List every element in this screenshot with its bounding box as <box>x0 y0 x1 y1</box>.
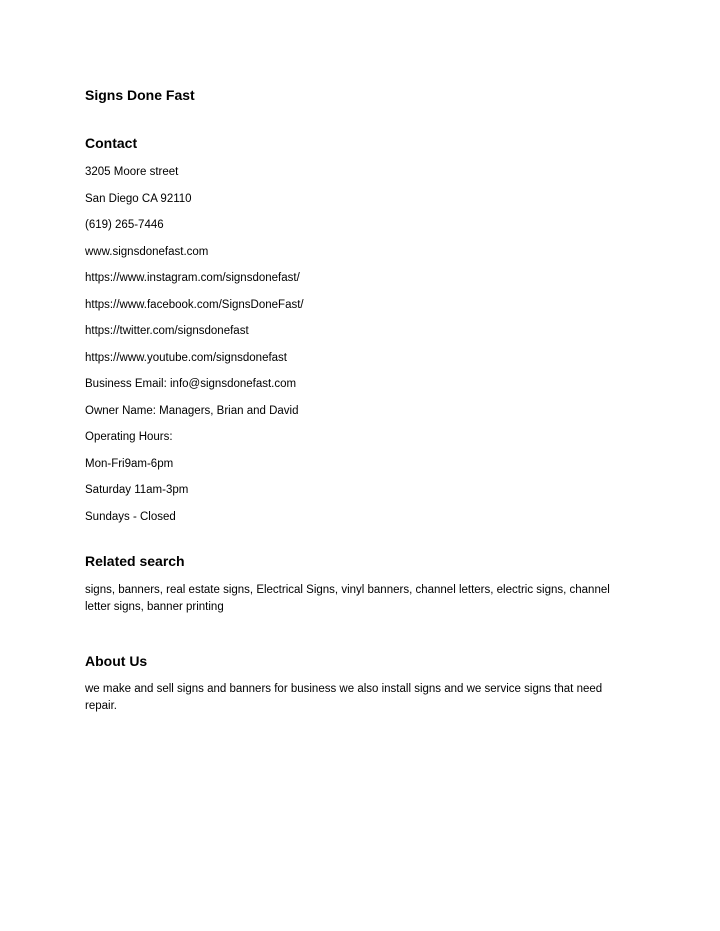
contact-hours-weekdays: Mon-Fri9am-6pm <box>85 457 174 470</box>
related-search-text: signs, banners, real estate signs, Electrical Signs, vinyl banners, channel letters, electric signs, channel letter signs, banner printing <box>85 584 610 613</box>
contact-operating-hours-label: Operating Hours: <box>85 431 173 443</box>
contact-facebook: https://www.facebook.com/SignsDoneFast/ <box>85 298 304 311</box>
contact-heading: Contact <box>85 135 138 151</box>
contact-hours-saturday: Saturday 11am-3pm <box>85 484 189 496</box>
contact-owner-name: Owner Name: Managers, Brian and David <box>85 404 299 417</box>
contact-address-street: 3205 Moore street <box>85 166 179 178</box>
contact-youtube: https://www.youtube.com/signsdonefast <box>85 351 287 364</box>
contact-phone: (619) 265-7446 <box>85 219 164 231</box>
about-us-text: we make and sell signs and banners for business we also install signs and we service signs that need repair. <box>85 683 603 712</box>
contact-business-email: Business Email: info@signsdonefast.com <box>85 378 297 390</box>
document-title: Signs Done Fast <box>85 87 195 103</box>
contact-twitter: https://twitter.com/signsdonefast <box>85 325 249 337</box>
contact-address-city: San Diego CA 92110 <box>85 192 192 205</box>
contact-hours-sunday: Sundays - Closed <box>85 510 176 523</box>
contact-instagram: https://www.instagram.com/signsdonefast/ <box>85 272 300 284</box>
about-us-heading: About Us <box>85 653 148 669</box>
related-search-heading: Related search <box>85 553 185 569</box>
contact-list <box>85 164 304 535</box>
contact-website: www.signsdonefast.com <box>85 245 209 258</box>
